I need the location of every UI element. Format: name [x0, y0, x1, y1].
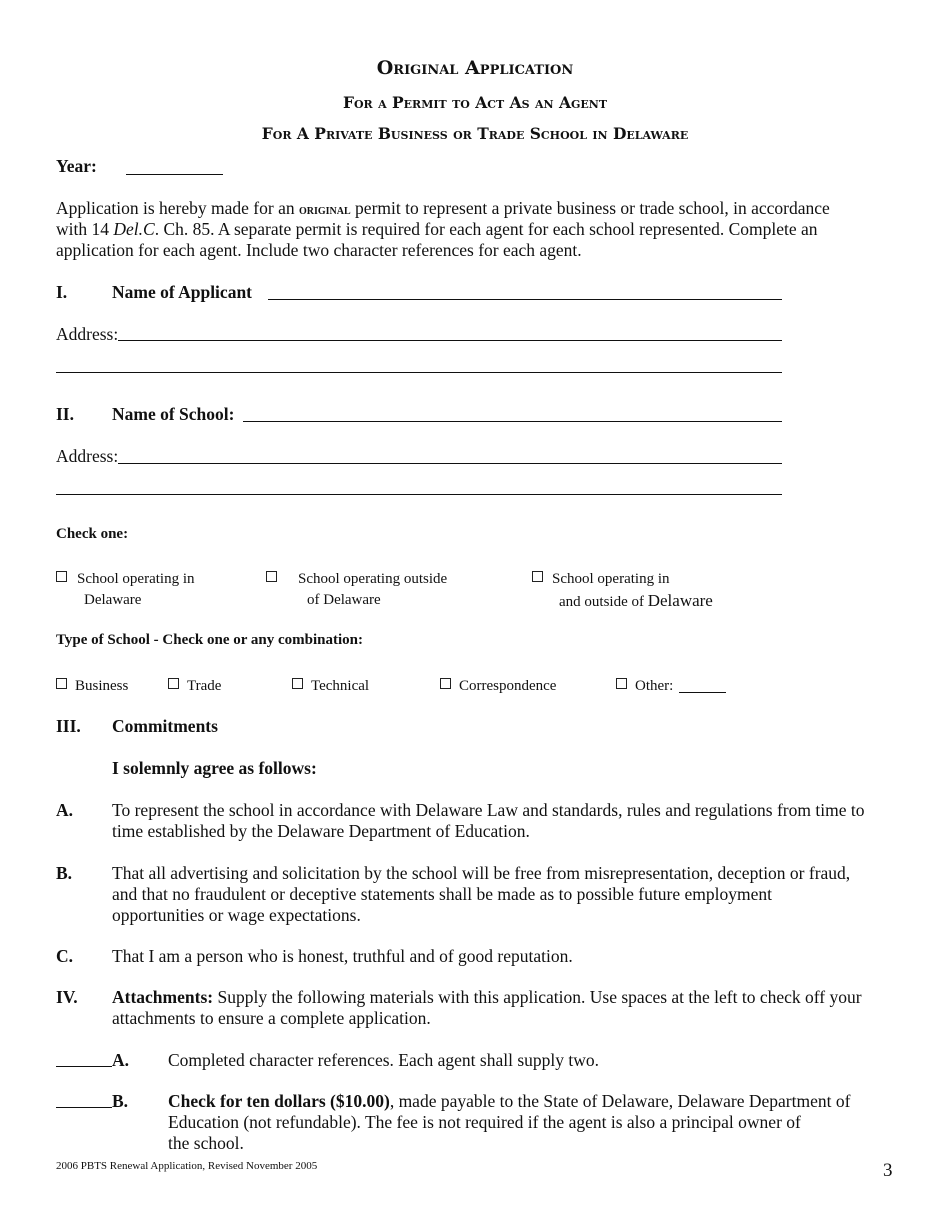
applicant-address-field-2[interactable]: [56, 372, 782, 373]
year-field[interactable]: [126, 174, 223, 175]
location-option-outside-line2: of Delaware: [307, 592, 381, 608]
page-subtitle-2: For A Private Business or Trade School in Delaware: [261, 124, 689, 143]
checkbox-icon[interactable]: [440, 678, 451, 689]
applicant-name-label: Name of Applicant: [112, 282, 252, 302]
attachments-line-1: Attachments: Supply the following materials with this application. Use spaces at the left to check off your: [112, 987, 862, 1007]
agree-statement: I solemnly agree as follows:: [112, 758, 317, 778]
intro-line-2: with 14 Del.C. Ch. 85. A separate permit is required for each agent for each school represented. Complete an: [56, 219, 818, 239]
school-address-field-2[interactable]: [56, 494, 782, 495]
attachment-b-line-1: Check for ten dollars ($10.00), made payable to the State of Delaware, Delaware Department of: [168, 1091, 851, 1111]
location-option-delaware[interactable]: School operating in: [56, 569, 194, 590]
section-4-number: IV.: [56, 987, 78, 1007]
commitments-heading: Commitments: [112, 716, 218, 736]
footer-revision-note: 2006 PBTS Renewal Application, Revised November 2005: [56, 1160, 318, 1172]
type-option-correspondence[interactable]: Correspondence: [440, 676, 556, 697]
checkbox-icon[interactable]: [56, 678, 67, 689]
applicant-address-label: Address:: [56, 324, 119, 344]
commitment-b-letter: B.: [56, 863, 73, 883]
location-option-both[interactable]: School operating in: [532, 569, 669, 590]
page-number: 3: [883, 1160, 893, 1181]
type-option-business[interactable]: Business: [56, 676, 128, 697]
year-label: Year:: [56, 156, 97, 176]
commitment-a-line-2: time established by the Delaware Department of Education.: [112, 821, 530, 841]
type-option-other[interactable]: Other:: [616, 676, 673, 697]
applicant-name-field[interactable]: [268, 299, 782, 300]
type-option-technical[interactable]: Technical: [292, 676, 369, 697]
school-address-label: Address:: [56, 446, 119, 466]
check-one-label: Check one:: [56, 526, 129, 542]
school-name-field[interactable]: [243, 421, 782, 422]
checkbox-icon[interactable]: [56, 571, 67, 582]
section-2-number: II.: [56, 404, 74, 424]
commitment-b-line-2: and that no fraudulent or deceptive statements shall be made as to possible future employment: [112, 884, 772, 904]
attachment-a-letter: A.: [112, 1050, 130, 1070]
attachment-b-checkoff-field[interactable]: [56, 1107, 112, 1108]
location-option-both-line2: and outside of Delaware: [559, 591, 713, 610]
school-name-label: Name of School:: [112, 404, 235, 424]
type-other-field[interactable]: [679, 692, 726, 693]
attachment-b-letter: B.: [112, 1091, 129, 1111]
attachment-a-checkoff-field[interactable]: [56, 1066, 112, 1067]
page-subtitle-1: For a Permit to Act As an Agent: [342, 93, 608, 112]
section-1-number: I.: [56, 282, 68, 302]
type-of-school-label: Type of School - Check one or any combination:: [56, 632, 363, 648]
attachment-a-text: Completed character references. Each agent shall supply two.: [168, 1050, 599, 1070]
commitment-a-letter: A.: [56, 800, 74, 820]
intro-line-3: application for each agent. Include two character references for each agent.: [56, 240, 582, 260]
checkbox-icon[interactable]: [292, 678, 303, 689]
checkbox-icon[interactable]: [532, 571, 543, 582]
section-3-number: III.: [56, 716, 81, 736]
commitment-a-line-1: To represent the school in accordance with Delaware Law and standards, rules and regulations from time to: [112, 800, 865, 820]
attachments-line-2: attachments to ensure a complete application.: [112, 1008, 431, 1028]
commitment-c-letter: C.: [56, 946, 74, 966]
applicant-address-field-1[interactable]: [118, 340, 782, 341]
school-address-field-1[interactable]: [118, 463, 782, 464]
attachment-b-line-3: the school.: [168, 1133, 244, 1153]
commitment-b-line-1: That all advertising and solicitation by the school will be free from misrepresentation, deception or fraud,: [112, 863, 851, 883]
type-option-trade[interactable]: Trade: [168, 676, 221, 697]
location-option-outside[interactable]: School operating outside: [266, 569, 447, 590]
page-title: Original Application: [376, 57, 574, 79]
checkbox-icon[interactable]: [616, 678, 627, 689]
location-option-delaware-line2: Delaware: [84, 592, 142, 608]
commitment-b-line-3: opportunities or wage expectations.: [112, 905, 361, 925]
intro-line-1: Application is hereby made for an original permit to represent a private business or trade school, in accordance: [56, 198, 830, 218]
checkbox-icon[interactable]: [266, 571, 277, 582]
attachment-b-line-2: Education (not refundable). The fee is not required if the agent is also a principal owner of: [168, 1112, 801, 1132]
commitment-c-line-1: That I am a person who is honest, truthful and of good reputation.: [112, 946, 573, 966]
checkbox-icon[interactable]: [168, 678, 179, 689]
